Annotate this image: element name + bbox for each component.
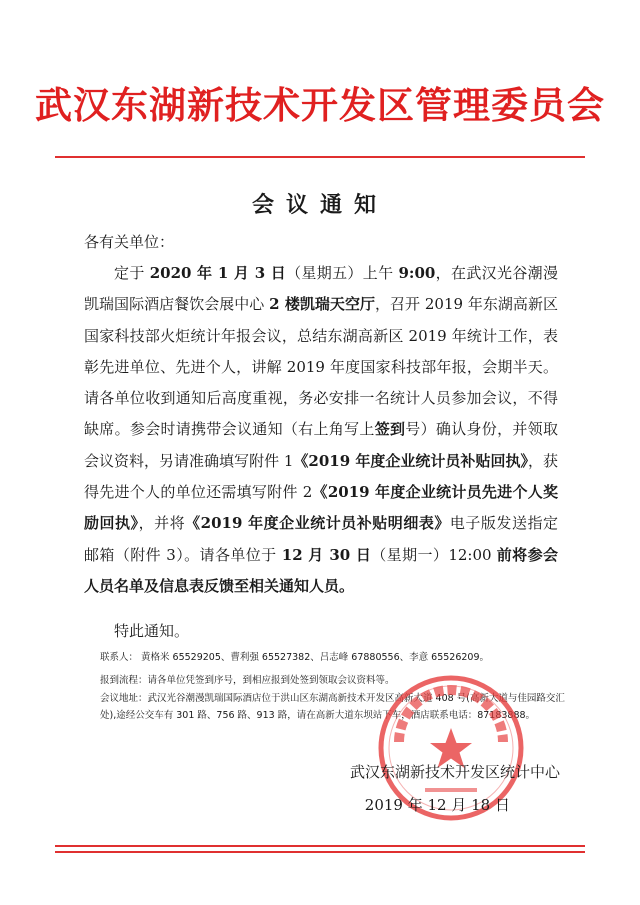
address-line: 会议地址：武汉光谷潮漫凯瑞国际酒店位于洪山区东湖高新技术开发区高新大道 408 号(高新大道与佳园路交汇处),途经公交车有 301 路、756 路、913 路，请在高新大道东坝站下车，酒店联系电话：87183888。 — [100, 693, 565, 721]
body-bold-segment: 《2019 年度企业统计员先进个人奖励回执》 — [84, 483, 558, 533]
closing-line: 特此通知。 — [114, 622, 190, 640]
body-segment: （星期五）上午 — [286, 264, 399, 282]
footer-red-rule-1 — [55, 845, 585, 847]
body-segment: ，召开 2019 年东湖高新区国家科技部火炬统计年报会议，总结东湖高新区 2019 年统计工作，表彰先进单位、先进个人，讲解 2019 年度国家科技部年报，会期半天。请各单位收到通知后高度重视，务必安排一名统计人员参加会议，不得缺席。参会时请携带会议通知（右上角写上 — [84, 295, 558, 439]
notice-body — [84, 258, 558, 602]
body-segment: 号）确认身份，并领取会议资料，另请准确填写附件 1 — [84, 420, 558, 470]
issue-date: 2019 年 12 月 18 日 — [364, 796, 510, 814]
body-segment: 电子版发送指定邮箱（附件 3）。请各单位于 — [84, 514, 558, 564]
salutation: 各有关单位： — [84, 233, 175, 251]
footer-red-rule-2 — [55, 851, 585, 853]
body-bold-segment: 2 楼凯瑞天空厅 — [269, 295, 375, 314]
org-header-title: 武汉东湖新技术开发区管理委员会 — [35, 83, 605, 127]
body-segment: ，在武汉光谷潮漫凯瑞国际酒店餐饮会展中心 — [84, 264, 558, 314]
body-bold-segment: 签到 — [374, 420, 406, 439]
body-segment: （星期一）12:00 — [371, 545, 497, 564]
contacts-line: 联系人： 黄格米 65529205、曹利强 65527382、吕志峰 67880556、李意 65526209。 — [100, 652, 490, 663]
body-segment: ，获得先进个人的单位还需填写附件 2 — [84, 451, 558, 502]
body-bold-segment: 2020 年 1 月 3 日 — [149, 264, 287, 282]
body-bold-segment: 《2019 年度企业统计员补贴明细表》 — [185, 514, 450, 533]
header-red-rule — [55, 156, 585, 158]
body-bold-segment: 9:00 — [398, 264, 436, 282]
signer: 武汉东湖新技术开发区统计中心 — [349, 763, 560, 781]
body-segment: 定于 — [114, 264, 150, 282]
body-bold-segment: 《2019 年度企业统计员补贴回执》 — [293, 451, 528, 470]
body-bold-segment: 12 月 30 日 — [281, 545, 372, 564]
body-segment: ，并将 — [138, 514, 186, 533]
procedure-line: 报到流程：请各单位凭签到序号，到相应报到处签到领取会议资料等。 — [100, 675, 395, 686]
body-bold-segment: 前将参会人员名单及信息表反馈至相关通知人员。 — [84, 545, 558, 595]
notice-title: 会议通知 — [251, 192, 388, 218]
